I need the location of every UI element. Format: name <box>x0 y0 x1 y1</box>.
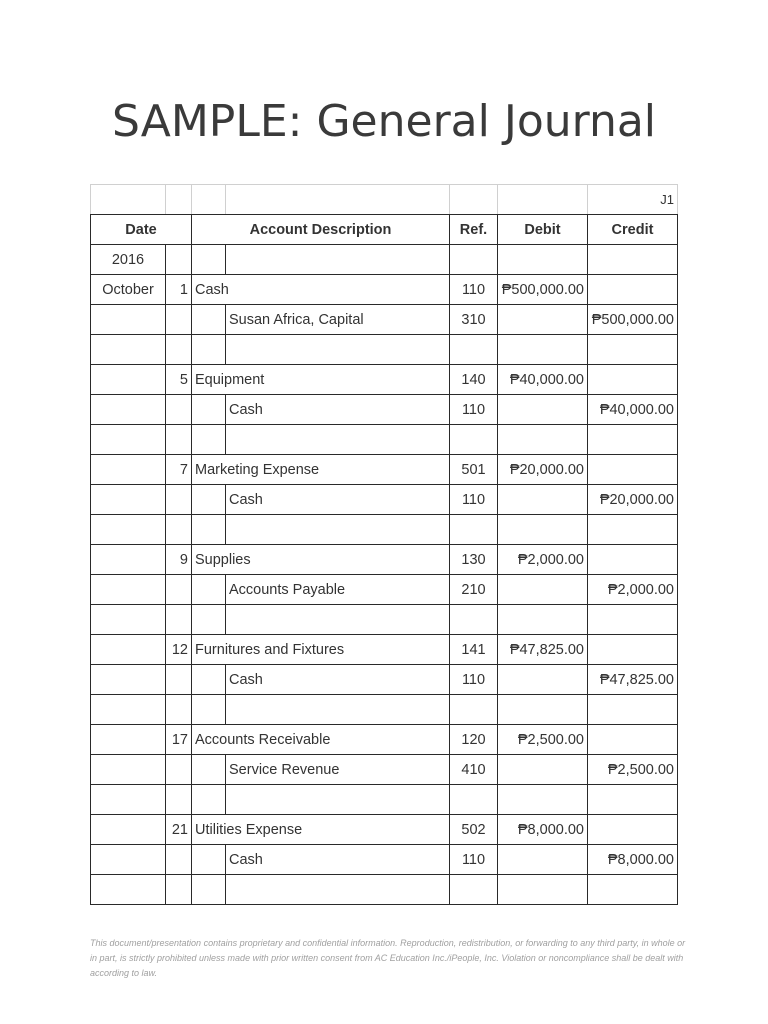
debit-cell <box>498 785 588 815</box>
blank-cell <box>226 875 450 905</box>
ref-cell <box>450 515 498 545</box>
journal-row <box>91 545 678 575</box>
credit-cell <box>588 545 678 575</box>
date-month-cell <box>91 425 166 455</box>
date-day-cell <box>166 755 192 785</box>
date-day-cell <box>166 605 192 635</box>
credit-cell: ₱2,000.00 <box>588 575 678 605</box>
date-month-cell <box>91 305 166 335</box>
blank-cell <box>450 245 498 275</box>
journal-row <box>91 755 678 785</box>
credit-cell: ₱20,000.00 <box>588 485 678 515</box>
date-day-cell <box>166 425 192 455</box>
sub-account-cell: Service Revenue <box>226 755 450 785</box>
year-cell: 2016 <box>91 245 166 275</box>
credit-cell <box>588 875 678 905</box>
blank-cell <box>226 335 450 365</box>
ref-cell <box>450 335 498 365</box>
date-day-cell: 7 <box>166 455 192 485</box>
journal-row <box>91 605 678 635</box>
credit-cell <box>588 335 678 365</box>
blank-cell <box>498 185 588 215</box>
date-day-cell <box>166 485 192 515</box>
date-day-cell <box>166 335 192 365</box>
indent-cell <box>192 845 226 875</box>
credit-cell <box>588 815 678 845</box>
blank-cell <box>226 515 450 545</box>
journal-row <box>91 455 678 485</box>
ref-cell: 410 <box>450 755 498 785</box>
header-ref: Ref. <box>450 215 498 245</box>
journal-row <box>91 305 678 335</box>
blank-cell <box>192 515 226 545</box>
journal-row <box>91 575 678 605</box>
debit-cell: ₱40,000.00 <box>498 365 588 395</box>
date-month-cell <box>91 545 166 575</box>
debit-cell: ₱500,000.00 <box>498 275 588 305</box>
indent-cell <box>192 305 226 335</box>
debit-cell <box>498 485 588 515</box>
date-day-cell: 1 <box>166 275 192 305</box>
journal-row <box>91 815 678 845</box>
journal-row <box>91 275 678 305</box>
debit-cell <box>498 845 588 875</box>
date-month-cell <box>91 485 166 515</box>
sub-account-cell: Cash <box>226 395 450 425</box>
page-title: SAMPLE: General Journal <box>111 96 657 147</box>
blank-cell <box>498 245 588 275</box>
debit-cell <box>498 425 588 455</box>
blank-cell <box>192 425 226 455</box>
debit-cell <box>498 575 588 605</box>
disclaimer: This document/presentation contains proprietary and confidential information. Reproduction, redistribution, or forwarding to any third party, in whole or in part, is strictly prohibited unless made with prior written consent from AC Education Inc./iPeople, Inc. Violation or noncompliance shall be dealt with according to law. <box>90 938 686 978</box>
ref-cell: 110 <box>450 665 498 695</box>
blank-cell <box>588 245 678 275</box>
date-month-cell <box>91 875 166 905</box>
credit-cell <box>588 515 678 545</box>
date-day-cell: 21 <box>166 815 192 845</box>
debit-cell <box>498 695 588 725</box>
blank-cell <box>166 185 192 215</box>
blank-cell <box>192 185 226 215</box>
indent-cell <box>192 755 226 785</box>
date-month-cell <box>91 515 166 545</box>
date-month-cell <box>91 455 166 485</box>
debit-cell <box>498 515 588 545</box>
account-cell: Utilities Expense <box>192 815 450 845</box>
account-cell: Cash <box>192 275 450 305</box>
ref-cell: 501 <box>450 455 498 485</box>
ref-cell: 130 <box>450 545 498 575</box>
page-ref-row <box>91 185 678 215</box>
page-ref: J1 <box>588 185 678 215</box>
blank-cell <box>450 185 498 215</box>
blank-cell <box>192 245 226 275</box>
account-cell: Marketing Expense <box>192 455 450 485</box>
credit-cell <box>588 275 678 305</box>
debit-cell <box>498 395 588 425</box>
date-month-cell <box>91 665 166 695</box>
sub-account-cell: Cash <box>226 485 450 515</box>
blank-cell <box>226 185 450 215</box>
date-month-cell <box>91 365 166 395</box>
date-month-cell <box>91 395 166 425</box>
debit-cell: ₱2,000.00 <box>498 545 588 575</box>
header-date: Date <box>91 215 192 245</box>
blank-cell <box>192 605 226 635</box>
journal-row <box>91 845 678 875</box>
journal-body <box>91 185 678 905</box>
journal-row <box>91 665 678 695</box>
credit-cell <box>588 635 678 665</box>
journal-row <box>91 725 678 755</box>
date-month-cell <box>91 785 166 815</box>
sub-account-cell: Susan Africa, Capital <box>226 305 450 335</box>
date-day-cell <box>166 395 192 425</box>
credit-cell: ₱2,500.00 <box>588 755 678 785</box>
journal-row <box>91 485 678 515</box>
blank-cell <box>91 185 166 215</box>
ref-cell: 120 <box>450 725 498 755</box>
date-month-cell <box>91 605 166 635</box>
credit-cell: ₱40,000.00 <box>588 395 678 425</box>
debit-cell: ₱47,825.00 <box>498 635 588 665</box>
blank-cell <box>192 785 226 815</box>
journal-row <box>91 785 678 815</box>
ref-cell: 141 <box>450 635 498 665</box>
journal-row <box>91 425 678 455</box>
blank-cell <box>226 245 450 275</box>
indent-cell <box>192 575 226 605</box>
date-day-cell: 17 <box>166 725 192 755</box>
header-credit: Credit <box>588 215 678 245</box>
credit-cell <box>588 785 678 815</box>
header-debit: Debit <box>498 215 588 245</box>
account-cell: Accounts Receivable <box>192 725 450 755</box>
journal-table <box>90 184 678 905</box>
blank-cell <box>192 695 226 725</box>
date-day-cell <box>166 695 192 725</box>
date-month-cell <box>91 335 166 365</box>
ref-cell: 110 <box>450 485 498 515</box>
ref-cell <box>450 605 498 635</box>
sub-account-cell: Cash <box>226 845 450 875</box>
ref-cell: 110 <box>450 395 498 425</box>
date-month-cell <box>91 695 166 725</box>
journal-row <box>91 695 678 725</box>
blank-cell <box>226 695 450 725</box>
debit-cell <box>498 305 588 335</box>
debit-cell <box>498 665 588 695</box>
credit-cell <box>588 605 678 635</box>
credit-cell <box>588 695 678 725</box>
debit-cell <box>498 605 588 635</box>
blank-cell <box>226 605 450 635</box>
ref-cell <box>450 875 498 905</box>
sub-account-cell: Cash <box>226 665 450 695</box>
date-month-cell <box>91 575 166 605</box>
sub-account-cell: Accounts Payable <box>226 575 450 605</box>
journal-row <box>91 875 678 905</box>
journal-row <box>91 515 678 545</box>
date-month-cell <box>91 845 166 875</box>
date-day-cell <box>166 575 192 605</box>
ref-cell <box>450 695 498 725</box>
credit-cell: ₱500,000.00 <box>588 305 678 335</box>
ref-cell: 310 <box>450 305 498 335</box>
credit-cell <box>588 455 678 485</box>
indent-cell <box>192 395 226 425</box>
ref-cell: 140 <box>450 365 498 395</box>
date-month-cell: October <box>91 275 166 305</box>
ref-cell: 110 <box>450 275 498 305</box>
account-cell: Furnitures and Fixtures <box>192 635 450 665</box>
credit-cell: ₱8,000.00 <box>588 845 678 875</box>
date-day-cell <box>166 845 192 875</box>
date-day-cell <box>166 515 192 545</box>
date-month-cell <box>91 815 166 845</box>
debit-cell <box>498 755 588 785</box>
date-day-cell: 5 <box>166 365 192 395</box>
date-day-cell <box>166 875 192 905</box>
debit-cell <box>498 335 588 365</box>
blank-cell <box>226 425 450 455</box>
credit-cell <box>588 425 678 455</box>
journal-row <box>91 635 678 665</box>
ref-cell: 110 <box>450 845 498 875</box>
date-day-cell <box>166 665 192 695</box>
date-day-cell: 12 <box>166 635 192 665</box>
blank-cell <box>192 875 226 905</box>
ref-cell <box>450 425 498 455</box>
date-day-cell <box>166 785 192 815</box>
debit-cell: ₱20,000.00 <box>498 455 588 485</box>
year-row <box>91 245 678 275</box>
ref-cell: 502 <box>450 815 498 845</box>
blank-cell <box>192 335 226 365</box>
credit-cell <box>588 725 678 755</box>
date-month-cell <box>91 755 166 785</box>
debit-cell <box>498 875 588 905</box>
ref-cell <box>450 785 498 815</box>
header-row <box>91 215 678 245</box>
date-day-cell: 9 <box>166 545 192 575</box>
account-cell: Supplies <box>192 545 450 575</box>
credit-cell <box>588 365 678 395</box>
indent-cell <box>192 665 226 695</box>
indent-cell <box>192 485 226 515</box>
debit-cell: ₱2,500.00 <box>498 725 588 755</box>
header-account: Account Description <box>192 215 450 245</box>
date-day-cell <box>166 305 192 335</box>
blank-cell <box>166 245 192 275</box>
journal-row <box>91 395 678 425</box>
ref-cell: 210 <box>450 575 498 605</box>
credit-cell: ₱47,825.00 <box>588 665 678 695</box>
debit-cell: ₱8,000.00 <box>498 815 588 845</box>
account-cell: Equipment <box>192 365 450 395</box>
date-month-cell <box>91 635 166 665</box>
journal-row <box>91 335 678 365</box>
journal-row <box>91 365 678 395</box>
blank-cell <box>226 785 450 815</box>
date-month-cell <box>91 725 166 755</box>
